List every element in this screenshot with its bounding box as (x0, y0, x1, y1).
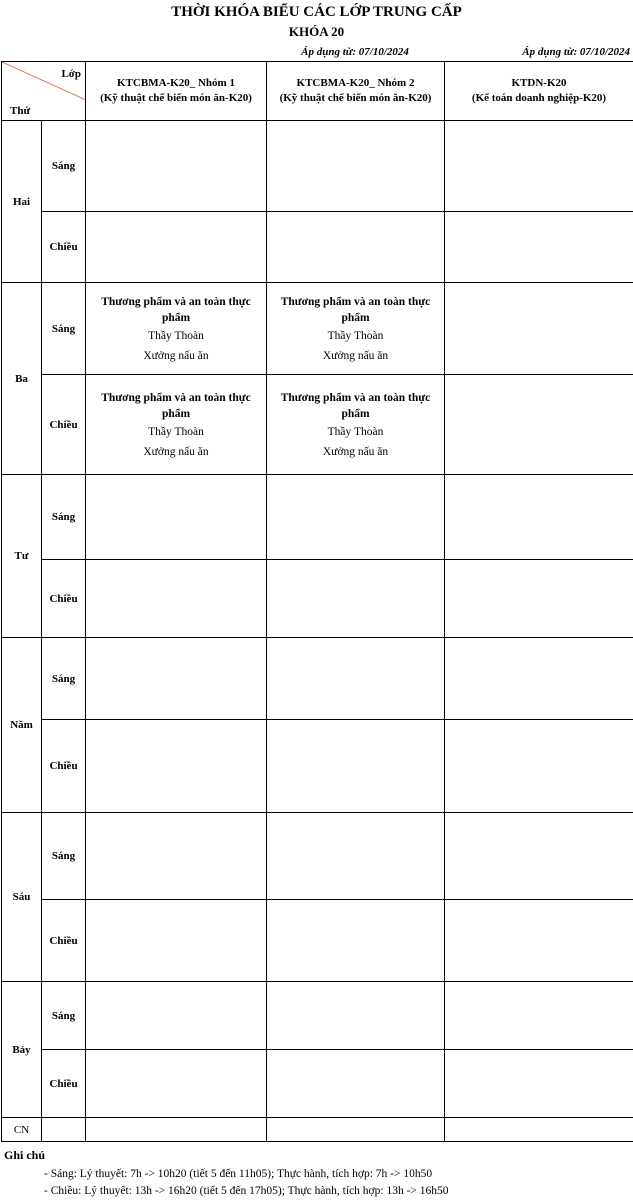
page-title: THỜI KHÓA BIỂU CÁC LỚP TRUNG CẤP (171, 4, 462, 20)
session-label: Chiều (42, 1050, 86, 1118)
session-label: Chiều (42, 720, 86, 813)
day-row-hai-morning (2, 121, 633, 212)
schedule-cell[interactable] (86, 1050, 267, 1118)
day-row-sau-afternoon (2, 900, 633, 982)
schedule-cell[interactable] (86, 720, 267, 813)
session-label: Sáng (42, 638, 86, 720)
schedule-cell[interactable] (445, 560, 633, 638)
timetable (1, 61, 633, 1142)
schedule-cell[interactable] (445, 283, 633, 375)
schedule-cell[interactable] (86, 121, 267, 212)
day-row-sau-morning (2, 813, 633, 900)
class-axis-label: Lớp (61, 68, 81, 80)
room-name: Xưởng nấu ăn (143, 445, 209, 458)
header-row (2, 62, 633, 121)
teacher-name: Thầy Thoàn (148, 425, 204, 438)
schedule-cell[interactable] (445, 1118, 633, 1142)
day-label: Hai (2, 121, 42, 283)
day-label: Năm (2, 638, 42, 813)
class-header-3: KTDN-K20 (Kế toán doanh nghiệp-K20) (445, 62, 633, 121)
session-label: Sáng (42, 121, 86, 212)
schedule-cell[interactable] (445, 375, 633, 475)
room-name: Xưởng nấu ăn (322, 349, 389, 362)
teacher-name: Thầy Thoàn (327, 329, 384, 342)
schedule-cell[interactable] (445, 638, 633, 720)
day-row-hai-afternoon (2, 212, 633, 283)
teacher-name: Thầy Thoàn (148, 329, 204, 342)
day-row-ba-morning (2, 283, 633, 375)
day-label-sunday: CN (2, 1118, 42, 1142)
class-header-1: KTCBMA-K20_ Nhóm 1 (Kỹ thuật chế biến món ăn-K20) (86, 62, 267, 121)
room-name: Xưởng nấu ăn (143, 349, 209, 362)
schedule-cell[interactable] (267, 638, 445, 720)
note-line: - Chiều: Lý thuyết: 13h -> 16h20 (tiết 5 đến 17h05); Thực hành, tích hợp: 13h -> 16h50 (44, 1185, 449, 1197)
schedule-entry[interactable] (86, 283, 267, 375)
schedule-cell[interactable] (445, 212, 633, 283)
schedule-cell[interactable] (267, 813, 445, 900)
schedule-cell[interactable] (267, 475, 445, 560)
schedule-cell[interactable] (86, 1118, 267, 1142)
session-label: Chiều (42, 900, 86, 982)
day-row-ba-afternoon (2, 375, 633, 475)
schedule-cell[interactable] (42, 1118, 86, 1142)
schedule-cell[interactable] (445, 982, 633, 1050)
day-axis-label: Thứ (10, 105, 31, 117)
schedule-cell[interactable] (445, 900, 633, 982)
schedule-cell[interactable] (86, 212, 267, 283)
day-row-cn (2, 1118, 633, 1142)
schedule-entry[interactable] (86, 375, 267, 475)
session-label: Chiều (42, 560, 86, 638)
day-label: Tư (2, 475, 42, 638)
schedule-cell[interactable] (445, 720, 633, 813)
session-label: Chiều (42, 375, 86, 475)
day-row-nam-afternoon (2, 720, 633, 813)
schedule-cell[interactable] (86, 900, 267, 982)
schedule-cell[interactable] (86, 813, 267, 900)
subject-name: Thương phẩm và an toàn thực phẩm (280, 391, 431, 420)
schedule-cell[interactable] (267, 720, 445, 813)
schedule-cell[interactable] (267, 560, 445, 638)
schedule-cell[interactable] (267, 1050, 445, 1118)
schedule-cell[interactable] (445, 121, 633, 212)
subject-name: Thương phẩm và an toàn thực phẩm (280, 295, 431, 324)
note-line: - Sáng: Lý thuyết: 7h -> 10h20 (tiết 5 đến 11h05); Thực hành, tích hợp: 7h -> 10h50 (44, 1168, 433, 1180)
schedule-cell[interactable] (445, 1050, 633, 1118)
schedule-cell[interactable] (86, 982, 267, 1050)
schedule-cell[interactable] (445, 475, 633, 560)
day-row-tu-morning (2, 475, 633, 560)
schedule-entry[interactable] (267, 375, 445, 475)
schedule-cell[interactable] (86, 638, 267, 720)
session-label: Sáng (42, 813, 86, 900)
schedule-cell[interactable] (267, 900, 445, 982)
subject-name: Thương phẩm và an toàn thực phẩm (101, 295, 251, 324)
corner-cell (2, 62, 86, 121)
schedule-cell[interactable] (86, 475, 267, 560)
schedule-entry[interactable] (267, 283, 445, 375)
day-row-bay-afternoon (2, 1050, 633, 1118)
day-label: Bảy (2, 982, 42, 1118)
subject-name: Thương phẩm và an toàn thực phẩm (101, 391, 251, 420)
day-label: Ba (2, 283, 42, 475)
day-label: Sáu (2, 813, 42, 982)
day-row-nam-morning (2, 638, 633, 720)
schedule-cell[interactable] (86, 560, 267, 638)
class-header-2: KTCBMA-K20_ Nhóm 2 (Kỹ thuật chế biến món ăn-K20) (267, 62, 445, 121)
session-label: Sáng (42, 283, 86, 375)
day-row-tu-afternoon (2, 560, 633, 638)
schedule-cell[interactable] (267, 982, 445, 1050)
session-label: Sáng (42, 475, 86, 560)
schedule-cell[interactable] (445, 813, 633, 900)
schedule-cell[interactable] (267, 121, 445, 212)
day-row-bay-morning (2, 982, 633, 1050)
session-label: Chiều (42, 212, 86, 283)
notes-title: Ghi chú (4, 1148, 46, 1162)
apply-date: Áp dụng từ: 07/10/2024 (301, 46, 409, 58)
apply-date: Áp dụng từ: 07/10/2024 (522, 46, 630, 58)
room-name: Xưởng nấu ăn (322, 445, 389, 458)
schedule-cell[interactable] (267, 212, 445, 283)
schedule-cell[interactable] (267, 1118, 445, 1142)
teacher-name: Thầy Thoàn (327, 425, 384, 438)
page-subtitle: KHÓA 20 (288, 24, 345, 39)
session-label: Sáng (42, 982, 86, 1050)
